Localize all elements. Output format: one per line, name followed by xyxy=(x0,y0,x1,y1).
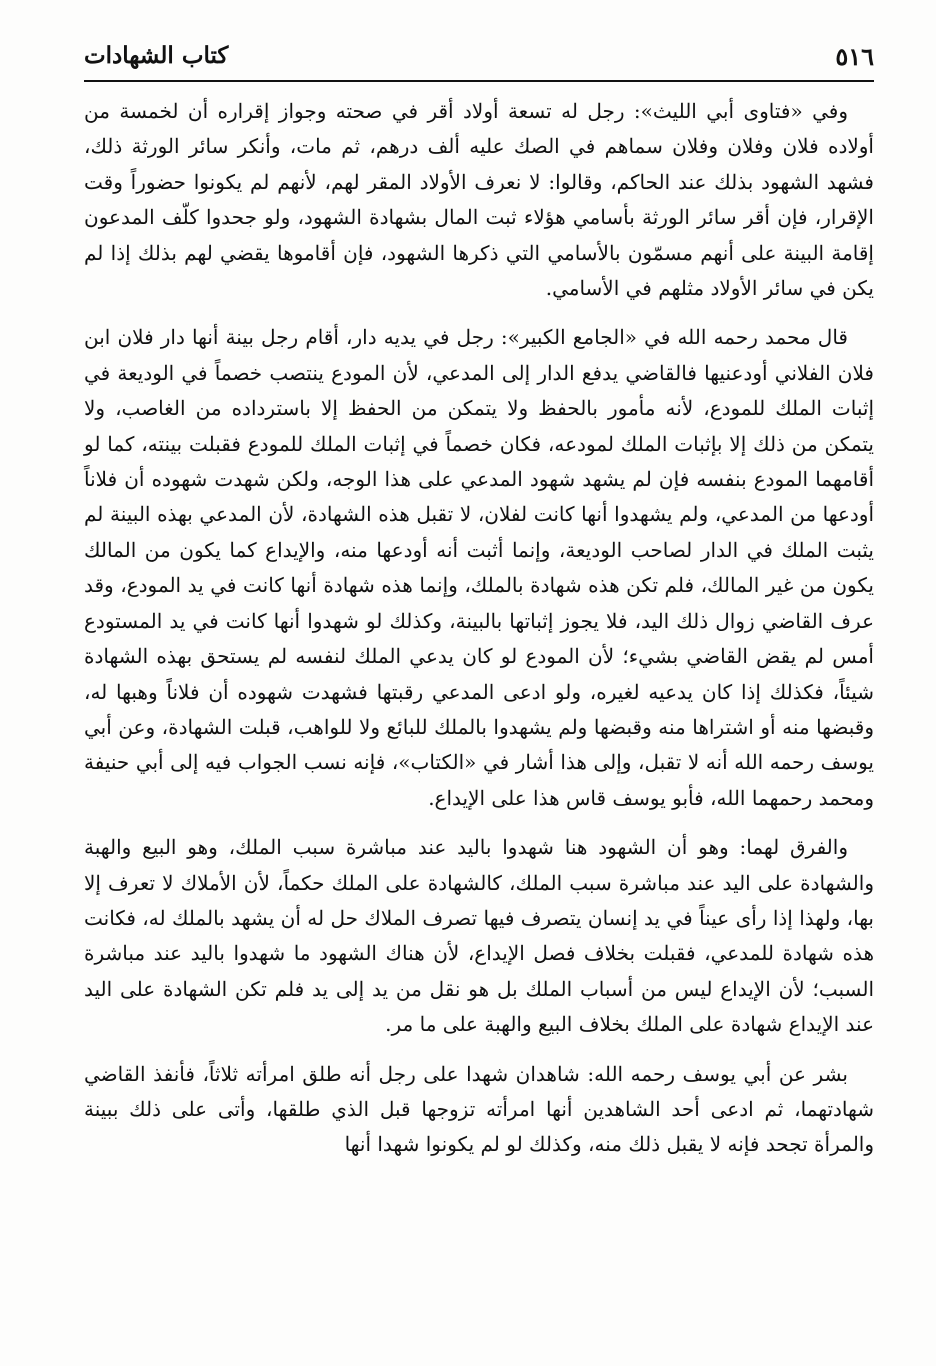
header-rule xyxy=(84,80,874,82)
paragraph-al-jami-al-kabir: قال محمد رحمه الله في «الجامع الكبير»: رجل في يديه دار، أقام رجل بينة أنها دار فلان ابن فلان الفلاني أودعنيها فالقاضي يدفع الدار إلى المدعي، لأن المودع ينتصب خصماً في الوديعة في إثبات الملك للمودع، لأنه مأمور بالحفظ ولا يتمكن من الحفظ إلا باسترداده من الغاصب، ولا يتمكن من ذلك إلا بإثبات الملك لمودعه، فكان خصماً في إثبات الملك للمودع فقبلت بينته، كما لو أقامهما المودع بنفسه فإن لم يشهد شهود المدعي على هذا الوجه، ولكن شهدت شهوده أن فلاناً أودعها من المدعي، ولم يشهدوا أنها كانت لفلان، لا تقبل هذه الشهادة، لأن المدعي بهذه البينة لم يثبت الملك في الدار لصاحب الوديعة، وإنما أثبت أنه أودعها منه، والإيداع كما يكون من المالك يكون من غير المالك، فلم تكن هذه شهادة بالملك، وإنما هذه شهادة أنها كانت في يد المودع، وقد عرف القاضي زوال ذلك اليد، فلا يجوز إثباتها بالبينة، وكذلك لو شهدوا أنها كانت في يد المستودع أمس لم يقض القاضي بشيء؛ لأن المودع لو كان يدعي الملك لنفسه لم يستحق بهذه الشهادة شيئاً، فكذلك إذا كان يدعيه لغيره، ولو ادعى المدعي رقبتها فشهدت شهوده أن فلاناً وهبها له، وقبضها منه أو اشتراها منه وقبضها ولم يشهدوا بالملك للبائع ولا للواهب، قبلت الشهادة، وعن أبي يوسف رحمه الله أنه لا تقبل، وإلى هذا أشار في «الكتاب»، فإنه نسب الجواب فيه إلى أبي حنيفة ومحمد رحمهما الله، فأبو يوسف قاس هذا على الإيداع. xyxy=(84,325,874,810)
body-text xyxy=(84,94,874,1177)
page-header xyxy=(84,38,874,78)
paragraph-distinction: والفرق لهما: وهو أن الشهود هنا شهدوا باليد عند مباشرة سبب الملك، وهو البيع والهبة والشهادة على اليد عند مباشرة سبب الملك، كالشهادة على الملك حكماً، لأن الأملاك لا تعرف إلا بها، ولهذا إذا رأى عيناً في يد إنسان يتصرف فيها تصرف الملاك حل له أن يشهد بالملك له، فكانت هذه شهادة للمدعي، فقبلت بخلاف فصل الإيداع، لأن هناك الشهود ما شهدوا باليد عند مباشرة السبب؛ لأن الإيداع ليس من أسباب الملك بل هو نقل من يد إلى يد فلم تكن الشهادة على اليد عند الإيداع شهادة على الملك بخلاف البيع والهبة على ما مر. xyxy=(84,835,874,1037)
page-number: ٥١٦ xyxy=(835,42,874,71)
paragraph-abu-al-layth-fatwa: وفي «فتاوى أبي الليث»: رجل له تسعة أولاد أقر في صحته وجواز إقراره أن لخمسة من أولاده فلان وفلان وفلان سماهم في الصك عليه ألف درهم، ثم مات، وأنكر سائر الورثة ذلك، فشهد الشهود بذلك عند الحاكم، وقالوا: لا نعرف الأولاد المقر لهم، لأنهم لم يكونوا حضوراً وقت الإقرار، فإن أقر سائر الورثة بأسامي هؤلاء ثبت المال بشهادة الشهود، ولو جحدوا كلّف المدعون إقامة البينة على أنهم مسمّون بالأسامي التي ذكرها الشهود، فإن أقاموها يقضي لهم بذلك إذا لم يكن في سائر الأولاد مثلهم في الأسامي. xyxy=(84,99,874,301)
running-title: كتاب الشهادات xyxy=(84,42,229,69)
paragraph-bishr-abu-yusuf: بشر عن أبي يوسف رحمه الله: شاهدان شهدا على رجل أنه طلق امرأته ثلاثاً، فأنفذ القاضي شهادتهما، ثم ادعى أحد الشاهدين أنها امرأته تزوجها قبل الذي طلقها، وأتى على ذلك ببينة والمرأة تجحد فإنه لا يقبل ذلك منه، وكذلك لو لم يكونوا شهدا أنها xyxy=(84,1061,874,1157)
